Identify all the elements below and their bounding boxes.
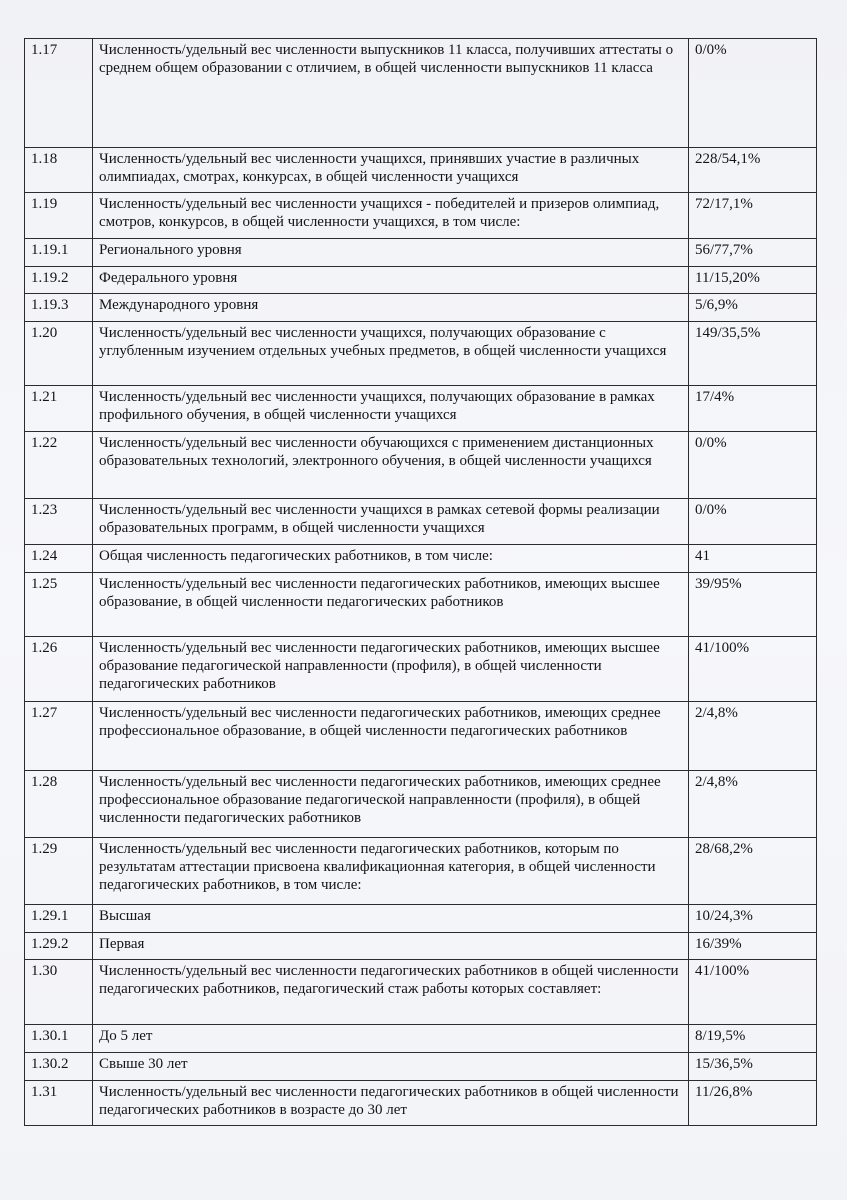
row-description: Численность/удельный вес численности педагогических работников, имеющих среднее профессиональное образование, в общей численности педагогических работников [93, 702, 689, 771]
row-number: 1.19.1 [25, 239, 93, 267]
row-description: Численность/удельный вес численности учащихся в рамках сетевой формы реализации образовательных программ, в общей численности учащихся [93, 499, 689, 545]
table-row [25, 1081, 817, 1126]
table-row [25, 573, 817, 637]
row-description: Численность/удельный вес численности учащихся, принявших участие в различных олимпиадах, смотрах, конкурсах, в общей численности учащихся [93, 148, 689, 193]
row-description: Численность/удельный вес численности учащихся, получающих образование с углубленным изучением отдельных учебных предметов, в общей численности учащихся [93, 322, 689, 386]
row-number: 1.21 [25, 386, 93, 432]
row-value: 2/4,8% [689, 702, 817, 771]
table-row [25, 294, 817, 322]
table-row [25, 322, 817, 386]
row-description: Численность/удельный вес численности педагогических работников, имеющих высшее образование, в общей численности педагогических работников [93, 573, 689, 637]
row-number: 1.18 [25, 148, 93, 193]
row-value: 228/54,1% [689, 148, 817, 193]
table-row [25, 386, 817, 432]
row-description: Численность/удельный вес численности обучающихся с применением дистанционных образовательных технологий, электронного обучения, в общей численности учащихся [93, 432, 689, 499]
row-value: 41 [689, 545, 817, 573]
row-value: 56/77,7% [689, 239, 817, 267]
table-row [25, 771, 817, 838]
table-row [25, 239, 817, 267]
row-value: 2/4,8% [689, 771, 817, 838]
table-row [25, 193, 817, 239]
row-description: До 5 лет [93, 1025, 689, 1053]
table-row [25, 1025, 817, 1053]
row-description: Численность/удельный вес численности учащихся, получающих образование в рамках профильного обучения, в общей численности учащихся [93, 386, 689, 432]
row-value: 41/100% [689, 637, 817, 702]
row-number: 1.23 [25, 499, 93, 545]
row-value: 5/6,9% [689, 294, 817, 322]
table-row [25, 39, 817, 148]
row-description: Общая численность педагогических работников, в том числе: [93, 545, 689, 573]
table-row [25, 838, 817, 905]
row-number: 1.29.2 [25, 933, 93, 960]
row-description: Численность/удельный вес численности выпускников 11 класса, получивших аттестаты о среднем общем образовании с отличием, в общей численности выпускников 11 класса [93, 39, 689, 148]
table-row [25, 148, 817, 193]
row-description: Численность/удельный вес численности педагогических работников, имеющих высшее образование педагогической направленности (профиля), в общей численности педагогических работников [93, 637, 689, 702]
row-number: 1.29 [25, 838, 93, 905]
row-value: 11/15,20% [689, 267, 817, 294]
row-number: 1.30.2 [25, 1053, 93, 1081]
table-row [25, 960, 817, 1025]
row-value: 10/24,3% [689, 905, 817, 933]
row-number: 1.24 [25, 545, 93, 573]
row-number: 1.30.1 [25, 1025, 93, 1053]
table-row [25, 432, 817, 499]
indicators-table [24, 38, 817, 1126]
row-description: Регионального уровня [93, 239, 689, 267]
row-number: 1.31 [25, 1081, 93, 1126]
row-description: Федерального уровня [93, 267, 689, 294]
row-value: 11/26,8% [689, 1081, 817, 1126]
row-description: Свыше 30 лет [93, 1053, 689, 1081]
row-number: 1.19.2 [25, 267, 93, 294]
table-row [25, 702, 817, 771]
row-value: 0/0% [689, 499, 817, 545]
row-number: 1.22 [25, 432, 93, 499]
table-row [25, 933, 817, 960]
row-value: 39/95% [689, 573, 817, 637]
row-description: Численность/удельный вес численности педагогических работников, которым по результатам аттестации присвоена квалификационная категория, в общей численности педагогических работников, в том числе: [93, 838, 689, 905]
row-number: 1.19 [25, 193, 93, 239]
row-value: 0/0% [689, 432, 817, 499]
row-value: 8/19,5% [689, 1025, 817, 1053]
row-number: 1.30 [25, 960, 93, 1025]
table-row [25, 267, 817, 294]
row-number: 1.26 [25, 637, 93, 702]
table-row [25, 1053, 817, 1081]
row-value: 149/35,5% [689, 322, 817, 386]
row-description: Численность/удельный вес численности педагогических работников, имеющих среднее профессиональное образование педагогической направленности (профиля), в общей численности педагогических работников [93, 771, 689, 838]
table-row [25, 905, 817, 933]
row-value: 72/17,1% [689, 193, 817, 239]
row-description: Численность/удельный вес численности педагогических работников в общей численности педагогических работников в возрасте до 30 лет [93, 1081, 689, 1126]
table-row [25, 499, 817, 545]
row-description: Численность/удельный вес численности учащихся - победителей и призеров олимпиад, смотров, конкурсов, в общей численности учащихся, в том числе: [93, 193, 689, 239]
row-description: Высшая [93, 905, 689, 933]
row-description: Международного уровня [93, 294, 689, 322]
row-value: 16/39% [689, 933, 817, 960]
row-value: 17/4% [689, 386, 817, 432]
row-value: 28/68,2% [689, 838, 817, 905]
table-row [25, 637, 817, 702]
row-number: 1.25 [25, 573, 93, 637]
row-number: 1.19.3 [25, 294, 93, 322]
row-number: 1.20 [25, 322, 93, 386]
row-description: Первая [93, 933, 689, 960]
table-row [25, 545, 817, 573]
row-number: 1.28 [25, 771, 93, 838]
row-description: Численность/удельный вес численности педагогических работников в общей численности педагогических работников, педагогический стаж работы которых составляет: [93, 960, 689, 1025]
row-number: 1.17 [25, 39, 93, 148]
row-value: 15/36,5% [689, 1053, 817, 1081]
row-value: 0/0% [689, 39, 817, 148]
row-number: 1.27 [25, 702, 93, 771]
row-value: 41/100% [689, 960, 817, 1025]
row-number: 1.29.1 [25, 905, 93, 933]
